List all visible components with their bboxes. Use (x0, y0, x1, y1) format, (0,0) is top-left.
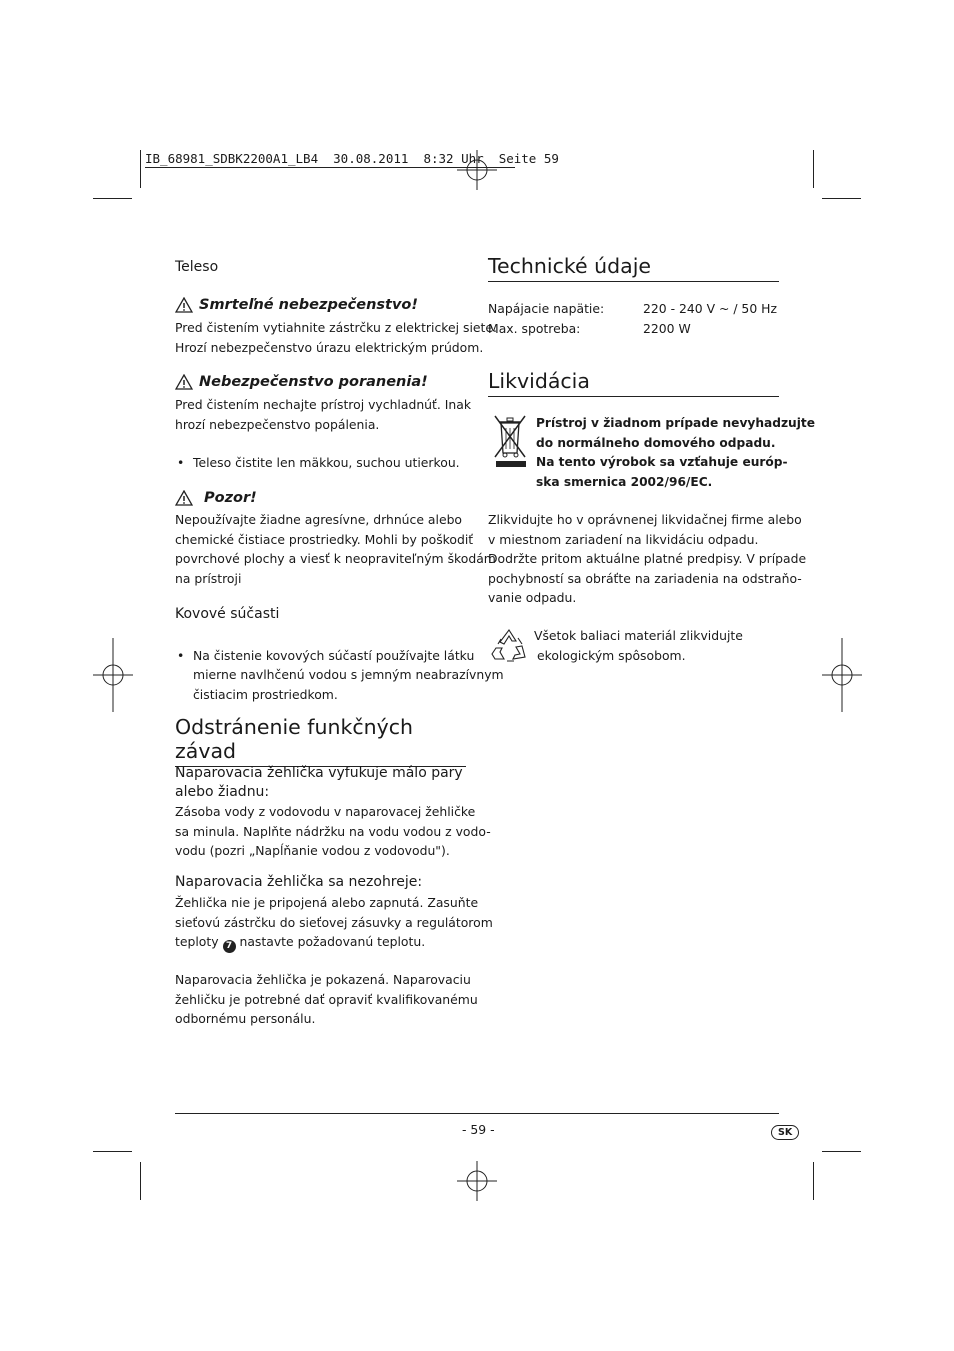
section-title-disposal: Likvidácia (488, 369, 779, 397)
teleso-bullet: • Teleso čistite len mäkkou, suchou utierkou. (175, 453, 954, 473)
language-badge: SK (771, 1120, 799, 1140)
recycling-text: Všetok baliaci materiál zlikvidujte ekologickým spôsobom. (534, 628, 743, 663)
warning-triangle-icon (175, 374, 193, 390)
teleso-heading: Teleso (175, 259, 219, 275)
fault-2-text: Žehlička nie je pripojená alebo zapnutá. Zasuňte sieťovú zástrčku do sieťovej zásuvky a regulátorom teploty 7 nastavte požadovanú teplotu. (175, 895, 493, 951)
disposal-text: Zlikvidujte ho v oprávnenej likvidačnej firme alebo v miestnom zariadení na likvidáciu odpadu. Dodržte pritom aktuálne platné predpisy. V prípade pochybností sa obráťte na zariadenia na odstraňo- vanie odpadu. (488, 512, 807, 605)
spec-row: Napájacie napätie: 220 - 240 V ~ / 50 Hz (488, 301, 777, 316)
weee-notice: Prístroj v žiadnom prípade nevyhadzujte do normálneho domového odpadu. Na tento výrobok sa vzťahuje európ- ska smernica 2002/96/EC. (536, 416, 815, 489)
crossed-bin-icon (492, 413, 528, 471)
warning-1-text: Pred čistením vytiahnite zástrčku z elektrickej siete. Hrozí nebezpečenstvo úrazu elektrickým prúdom. (175, 320, 497, 355)
recycling-icon (489, 626, 529, 666)
warning-3-title: Pozor! (175, 490, 257, 506)
spec-row: Max. spotreba: 2200 W (488, 320, 691, 336)
page-number: - 59 - (462, 1122, 495, 1137)
registration-mark-left (93, 638, 133, 712)
fault-1-text: Zásoba vody z vodovodu v naparovacej žehličke sa minula. Naplňte nádržku na vodu vodou z vodo- vodu (pozri „Napĺňanie vodou z vodovodu"). (175, 804, 491, 858)
registration-mark-top (457, 150, 497, 190)
footer-rule (175, 1113, 779, 1114)
warning-3-text: Nepoužívajte žiadne agresívne, drhnúce alebo chemické čistiace prostriedky. Mohli by poškodiť povrchové plochy a viesť k neopraviteľným škodám na prístroji (175, 512, 496, 586)
section-title-faults: Odstránenie funkčných závad (175, 715, 466, 767)
fault-1-title: Naparovacia žehlička vyfukuje málo pary alebo žiadnu: (175, 765, 463, 800)
spec-table (488, 299, 779, 338)
kovove-bullet: • Na čistenie kovových súčastí používajte látku mierne navlhčenú vodou s jemným neabrazívnym čistiacim prostriedkom. (175, 646, 954, 705)
warning-triangle-icon (175, 490, 193, 506)
warning-triangle-icon (175, 297, 193, 313)
kovove-heading: Kovové súčasti (175, 606, 280, 622)
print-slug: IB_68981_SDBK2200A1_LB4 30.08.2011 8:32 Uhr Seite 59 (145, 151, 559, 166)
section-title-tech: Technické údaje (488, 254, 779, 282)
registration-mark-bottom (457, 1161, 497, 1201)
temperature-dial-number-badge: 7 (223, 940, 236, 953)
warning-1-title: Smrteľné nebezpečenstvo! (175, 297, 418, 313)
warning-2-text: Pred čistením nechajte prístroj vychladnúť. Inak hrozí nebezpečenstvo popálenia. (175, 397, 472, 432)
fault-3-text: Naparovacia žehlička je pokazená. Naparovaciu žehličku je potrebné dať opraviť kvalifikovanému odbornému personálu. (175, 972, 478, 1026)
fault-2-title: Naparovacia žehlička sa nezohreje: (175, 874, 423, 890)
warning-2-title: Nebezpečenstvo poranenia! (175, 374, 428, 390)
